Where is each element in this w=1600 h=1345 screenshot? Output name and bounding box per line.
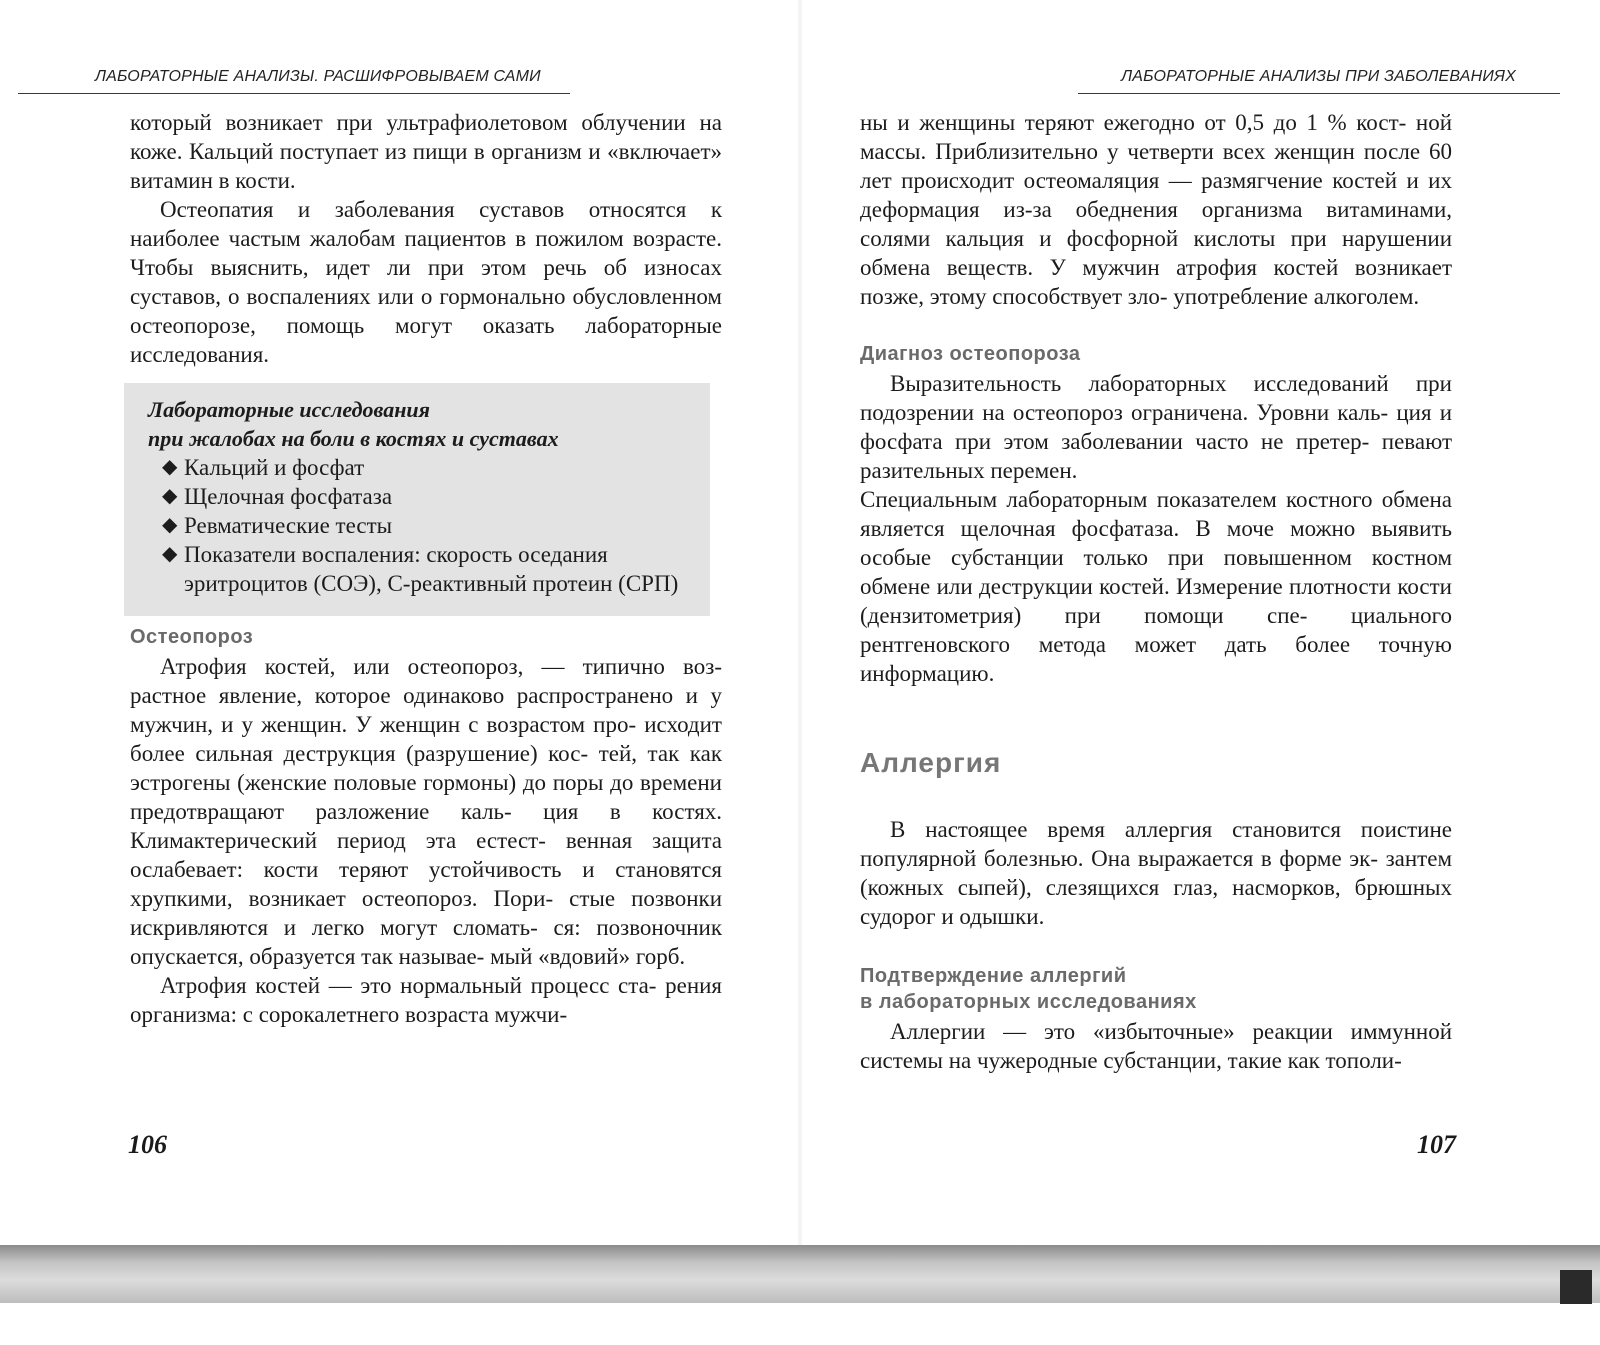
text-line: мый «вдовий» горб. [490,944,686,969]
paragraph-normal-aging [130,971,722,1029]
paragraph-allergy-reactions [860,1017,1452,1075]
text-line: венная защита ослабевает: кости теряют устойчивость [130,828,722,882]
paragraph-diagnosis [860,369,1452,485]
heading-allergy: Аллергия [860,747,1002,778]
right-text-column [860,108,1452,1075]
diamond-bullet-icon: ◆ [162,456,178,478]
text-line: Атрофия костей — это нормальный процесс ста- [160,973,657,998]
text-line: брюшных судорог и одышки. [860,875,1453,929]
diamond-bullet-icon: ◆ [162,514,178,536]
text-line: подозрении на остеопороз ограничена. Уровни каль- [860,400,1389,425]
list-item-text: Кальций и фосфат [184,455,365,480]
text-line: ция и фосфата при этом заболевании часто не претер- [860,400,1452,454]
text-line: выявить особые субстанции только при повышенном [860,516,1453,570]
heading-line: Подтверждение аллергий [860,965,1127,987]
heading-osteoporosis: Остеопороз [130,626,254,648]
text-line: растное явление, которое одинаково распространено [130,683,674,708]
scan-bottom-edge [0,1245,1600,1303]
text-line: и у мужчин, и у женщин. У женщин с возрастом про- [130,683,723,737]
running-head-right: ЛАБОРАТОРНЫЕ АНАЛИЗЫ ПРИ ЗАБОЛЕВАНИЯХ [1121,68,1516,85]
text-line: плотности кости (дензитометрия) при помощи спе- [860,574,1452,628]
page-number-left: 106 [128,1130,167,1159]
text-line: рения организма: с сорокалетнего возраста мужчи- [130,973,723,1027]
text-line: В настоящее время аллергия становится поистине [890,817,1452,842]
list-item-text: Ревматические тесты [184,513,393,538]
diamond-bullet-icon: ◆ [162,543,178,565]
list-item [148,540,696,598]
heading-diagnosis: Диагноз остеопороза [860,343,1081,365]
spacer [860,311,1452,323]
text-line: на коже. Кальций поступает из пищи в организм и [130,110,723,164]
text-line: точную информацию. [860,632,1452,686]
text-line: износах суставов, о воспалениях или о гормонально [130,255,722,309]
text-line: витаминами, солями кальция и фосфорной кислоты [860,197,1452,251]
text-line: и становятся хрупкими, возникает остеопороз. Пори- [130,857,723,911]
text-line: ся: позвоночник опускается, образуется так называе- [130,915,722,969]
list-item [148,453,696,482]
text-line: ны и женщины теряют ежегодно от 0,5 до 1 % кост- [860,110,1407,135]
lab-tests-box [124,383,710,616]
text-line: исходит более сильная деструкция (разрушение) кос- [130,712,722,766]
header-rule-left [18,93,570,94]
text-line: циального рентгеновского метода может дать более [860,603,1453,657]
scan-corner-mark [1560,1270,1592,1304]
text-line: который возникает при ультрафиолетовом облучении [130,110,686,135]
box-title-line-1: Лабораторные исследования [148,397,430,422]
diamond-bullet-icon: ◆ [162,485,178,507]
text-line: Остеопатия и заболевания суставов относятся к [160,197,722,222]
lab-tests-list [148,453,696,598]
list-item [148,511,696,540]
text-line: употребление алкоголем. [1173,284,1420,309]
text-line: зантем (кожных сыпей), слезящихся глаз, насморков, [860,846,1452,900]
text-line: стые позвонки искривляются и легко могут сломать- [130,886,723,940]
heading-line: в лабораторных исследованиях [860,991,1197,1013]
text-line: после 60 лет происходит остеомаляция — размягчение [860,139,1453,193]
text-line: Атрофия костей, или остеопороз, — типично воз- [160,654,722,679]
paragraph-bone-mass [860,108,1452,311]
paragraph-alkaline-phosphatase [860,485,1452,688]
text-line: до поры до времени предотвращают разложение каль- [130,770,722,824]
text-line: Специальным лабораторным показателем костного [860,487,1373,512]
paragraph-bone-atrophy [130,652,722,971]
page-number-right: 107 [1417,1130,1456,1159]
text-line: при нарушении обмена веществ. У мужчин атрофия [860,226,1453,280]
text-line: наиболее частым жалобам пациентов в пожилом [130,226,624,251]
paragraph-uv-vitamin [130,108,722,195]
running-head-left: ЛАБОРАТОРНЫЕ АНАЛИЗЫ. РАСШИФРОВЫВАЕМ САМИ [95,68,541,85]
text-line: ция в костях. Климактерический период эта естест- [130,799,723,853]
text-line: костном обмене или деструкции костей. Измерение [860,545,1452,599]
text-line: лабораторные исследования. [130,313,722,367]
text-line: популярной болезнью. Она выражается в форме эк- [860,846,1378,871]
heading-allergy-confirmation [860,963,1452,1015]
scan-margin [0,1303,1600,1345]
text-line: костей возникает позже, этому способствует зло- [860,255,1453,309]
text-line: возрасте. Чтобы выяснить, идет ли при этом речь об [130,226,723,280]
text-line: Выразительность лабораторных исследований при [890,371,1452,396]
text-line: тей, так как эстрогены (женские половые гормоны) [130,741,723,795]
paragraph-allergy [860,815,1452,931]
list-item-text: Показатели воспаления: скорость оседания эритроцитов (СОЭ), С-реактивный протеин (СРП) [184,542,679,596]
box-title-line-2: при жалобах на боли в костях и суставах [148,426,559,451]
text-line: костей и их деформация из-за обеднения организма [860,168,1452,222]
list-item-text: Щелочная фосфатаза [184,484,393,509]
header-rule-right [1078,93,1560,94]
text-line: ной массы. Приблизительно у четверти всех женщин [860,110,1453,164]
left-page [0,0,800,1270]
list-item [148,482,696,511]
text-line: Аллергии — это «избыточные» реакции иммунной [890,1019,1452,1044]
text-line: обусловленном остеопорозе, помощь могут оказать [130,284,722,338]
right-page [800,0,1600,1270]
text-line: «включает» витамин в кости. [130,139,722,193]
text-line: обмена является щелочная фосфатаза. В моче можно [860,487,1452,541]
text-line: певают разительных перемен. [860,429,1452,483]
text-line: системы на чужеродные субстанции, такие как тополи- [860,1048,1402,1073]
left-text-column [130,108,722,1029]
paragraph-osteopathy [130,195,722,369]
